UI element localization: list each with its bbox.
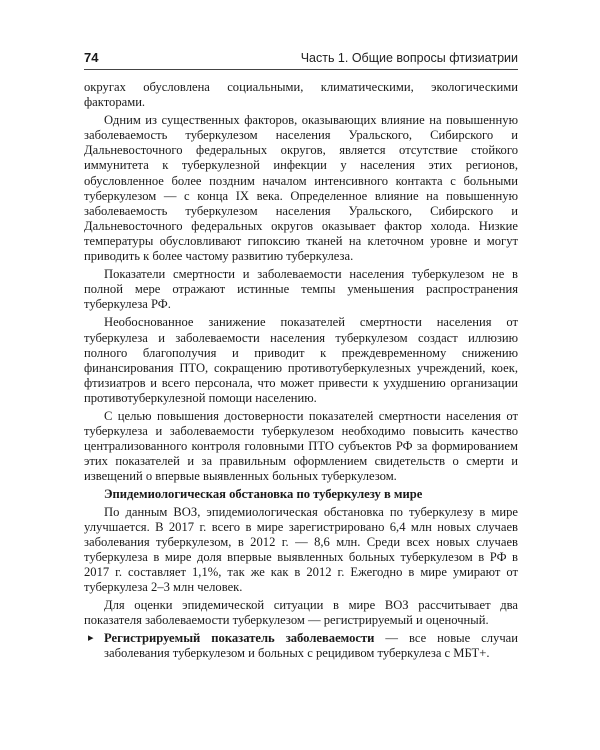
header-rule: [84, 69, 518, 70]
paragraph: Необоснованное занижение показателей смертности населения от туберкулеза и заболеваемости населения туберкулезом создаст иллюзию полного благополучия и приводит к преждевременному снижению финансирования ПТО, сокращению противотуберкулезных учреждений, коек, фтизиатров и всего персонала, что может привести к ухудшению организации противотуберкулезной помощи населению.: [84, 315, 518, 405]
page-header: [84, 50, 518, 70]
paragraph: Одним из существенных факторов, оказывающих влияние на повышенную заболеваемость туберкулезом населения Уральского, Сибирского и Дальневосточного федеральных округов, является отсутствие стойкого иммунитета к туберкулезной инфекции у населения этих регионов, обусловленное более поздним началом интенсивного контакта с больными туберкулезом — с конца IX века. Определенное влияние на повышенную заболеваемость туберкулезом населения Уральского, Сибирского и Дальневосточного федеральных округов оказывает фактор холода. Низкие температуры обусловливают гипоксию тканей на клеточном уровне и могут приводить к более частому развитию туберкулеза.: [84, 113, 518, 264]
paragraph: С целью повышения достоверности показателей смертности населения от туберкулеза и заболеваемости туберкулезом необходимо повысить качество централизованного контроля головными ПТО субъектов РФ за формированием этих показателей и за правильным оформлением свидетельств о смерти и извещений о впервые выявленных больных туберкулезом.: [84, 408, 518, 484]
paragraph: округах обусловлена социальными, климатическими, экологическими факторами.: [84, 80, 518, 110]
bullet-item: [84, 631, 518, 661]
section-heading: Эпидемиологическая обстановка по туберкулезу в мире: [104, 487, 423, 502]
bullet-text: — все новые случаи заболевания туберкулезом и больных с рецидивом туберкулеза с МБТ+.: [104, 631, 519, 661]
paragraph: По данным ВОЗ, эпидемиологическая обстановка по туберкулезу в мире улучшается. В 2017 г. всего в мире зарегистрировано 6,4 млн новых случаев заболевания туберкулезом, в 2012 г. — 8,6 млн. Среди всех новых случаев туберкулеза в мире доля впервые выявленных больных туберкулезом в РФ в 2017 г. составляет 1,1%, так же как в 2012 г. Ежегодно в мире умирают от туберкулеза 2–3 млн человек.: [84, 504, 518, 594]
bullet-marker-icon: ▸: [88, 632, 94, 645]
body-text: [84, 80, 518, 661]
running-head: Часть 1. Общие вопросы фтизиатрии: [300, 51, 518, 65]
page-number: 74: [84, 50, 99, 65]
bullet-term: Регистрируемый показатель заболеваемости: [104, 631, 375, 646]
paragraph: Показатели смертности и заболеваемости населения туберкулезом не в полной мере отражают истинные темпы уменьшения распространения туберкулеза РФ.: [84, 267, 518, 312]
paragraph: Для оценки эпидемической ситуации в мире ВОЗ рассчитывает два показателя заболеваемости туберкулезом — регистрируемый и оценочный.: [84, 598, 518, 628]
